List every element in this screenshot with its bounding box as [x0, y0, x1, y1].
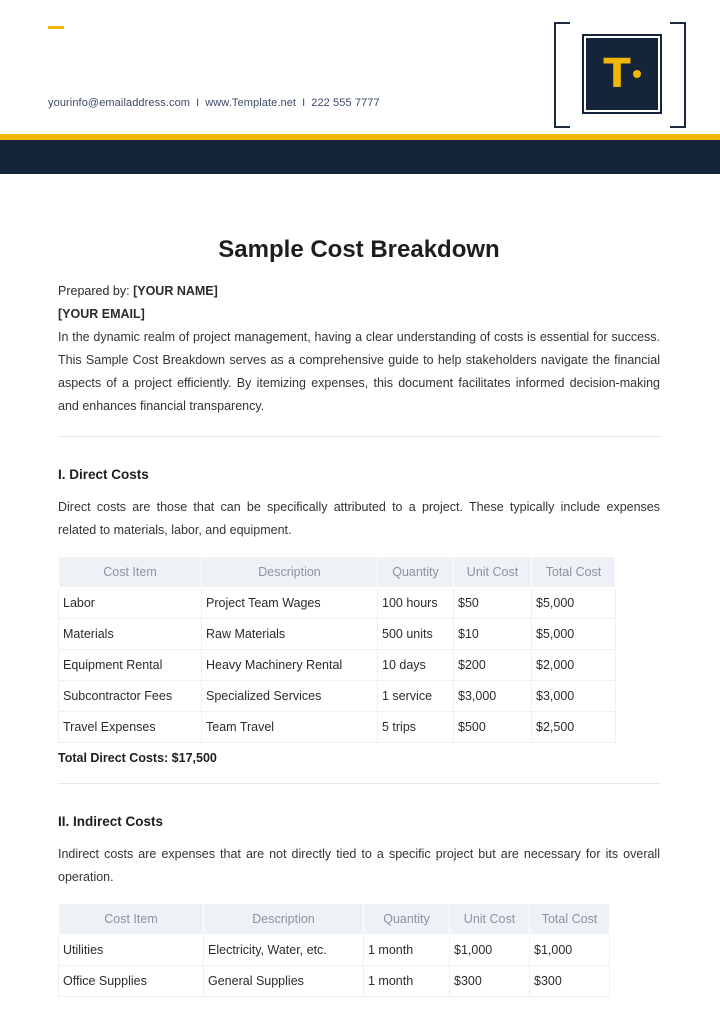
- table-row: [59, 712, 616, 743]
- direct-costs-text: Direct costs are those that can be specifically attributed to a project. These typically include expenses related to materials, labor, and equipment.: [58, 500, 660, 537]
- table-cell: General Supplies: [204, 966, 364, 997]
- brand-logo: [586, 38, 658, 110]
- table-cell: Materials: [59, 619, 202, 650]
- prepared-by-line: [58, 280, 660, 303]
- table-cell: $1,000: [530, 935, 610, 966]
- table-cell: Raw Materials: [202, 619, 378, 650]
- email-placeholder: [YOUR EMAIL]: [58, 307, 145, 321]
- direct-costs-heading: I. Direct Costs: [58, 467, 149, 482]
- column-header: Cost Item: [59, 557, 202, 588]
- table-row: [59, 935, 610, 966]
- header-band: [0, 140, 720, 174]
- table-cell: $2,000: [532, 650, 616, 681]
- column-header: Description: [202, 557, 378, 588]
- table-cell: $5,000: [532, 588, 616, 619]
- column-header: Unit Cost: [454, 557, 532, 588]
- column-header: Total Cost: [532, 557, 616, 588]
- logo-letter: T: [603, 51, 631, 97]
- table-cell: $50: [454, 588, 532, 619]
- table-header-row: [59, 904, 610, 935]
- contact-phone: 222 555 7777: [311, 97, 380, 109]
- document-title: Sample Cost Breakdown: [218, 236, 500, 263]
- table-cell: $500: [454, 712, 532, 743]
- table-cell: $300: [450, 966, 530, 997]
- table-cell: Labor: [59, 588, 202, 619]
- table-cell: 100 hours: [378, 588, 454, 619]
- table-cell: Specialized Services: [202, 681, 378, 712]
- contact-line: [48, 97, 380, 109]
- prepared-by-value: [YOUR NAME]: [133, 284, 218, 298]
- indirect-costs-heading: II. Indirect Costs: [58, 814, 164, 829]
- contact-separator: I: [302, 97, 306, 109]
- contact-website[interactable]: www.Template.net: [205, 97, 297, 109]
- table-row: [59, 650, 616, 681]
- table-cell: Team Travel: [202, 712, 378, 743]
- document-body: [58, 236, 660, 997]
- section-divider: [58, 783, 660, 784]
- column-header: Unit Cost: [450, 904, 530, 935]
- indirect-costs-text: Indirect costs are expenses that are not directly tied to a specific project but are necessary for its overall operation.: [58, 847, 660, 884]
- column-header: Cost Item: [59, 904, 204, 935]
- table-cell: 1 service: [378, 681, 454, 712]
- table-cell: $1,000: [450, 935, 530, 966]
- table-cell: $10: [454, 619, 532, 650]
- section-divider: [58, 436, 660, 437]
- table-cell: $2,500: [532, 712, 616, 743]
- accent-dash: [48, 26, 64, 29]
- table-cell: Travel Expenses: [59, 712, 202, 743]
- table-cell: 5 trips: [378, 712, 454, 743]
- table-cell: Subcontractor Fees: [59, 681, 202, 712]
- logo-bracket-left: [554, 22, 570, 128]
- contact-email[interactable]: yourinfo@emailaddress.com: [48, 97, 191, 109]
- contact-separator: I: [196, 97, 200, 109]
- email-line: [58, 303, 660, 326]
- table-cell: Heavy Machinery Rental: [202, 650, 378, 681]
- table-cell: $3,000: [532, 681, 616, 712]
- table-row: [59, 681, 616, 712]
- table-row: [59, 966, 610, 997]
- table-cell: 500 units: [378, 619, 454, 650]
- logo-dot: [633, 70, 641, 78]
- table-cell: 1 month: [364, 935, 450, 966]
- direct-costs-total: Total Direct Costs: $17,500: [58, 751, 217, 765]
- indirect-costs-table: [58, 903, 610, 997]
- table-cell: $200: [454, 650, 532, 681]
- table-cell: Project Team Wages: [202, 588, 378, 619]
- table-row: [59, 588, 616, 619]
- table-cell: $5,000: [532, 619, 616, 650]
- logo-bracket-right: [670, 22, 686, 128]
- table-cell: $300: [530, 966, 610, 997]
- table-cell: 1 month: [364, 966, 450, 997]
- direct-costs-table: [58, 556, 616, 743]
- column-header: Quantity: [378, 557, 454, 588]
- table-cell: Electricity, Water, etc.: [204, 935, 364, 966]
- table-cell: Equipment Rental: [59, 650, 202, 681]
- table-cell: Utilities: [59, 935, 204, 966]
- table-cell: $3,000: [454, 681, 532, 712]
- column-header: Description: [204, 904, 364, 935]
- intro-paragraph: In the dynamic realm of project management, having a clear understanding of costs is essential for success. This Sample Cost Breakdown serves as a comprehensive guide to help stakeholders navigate the financial aspects of a project efficiently. By itemizing expenses, this document facilitates informed decision-making and enhances financial transparency.: [58, 330, 660, 413]
- column-header: Quantity: [364, 904, 450, 935]
- table-cell: 10 days: [378, 650, 454, 681]
- column-header: Total Cost: [530, 904, 610, 935]
- prepared-by-label: Prepared by:: [58, 284, 130, 298]
- table-header-row: [59, 557, 616, 588]
- table-row: [59, 619, 616, 650]
- table-cell: Office Supplies: [59, 966, 204, 997]
